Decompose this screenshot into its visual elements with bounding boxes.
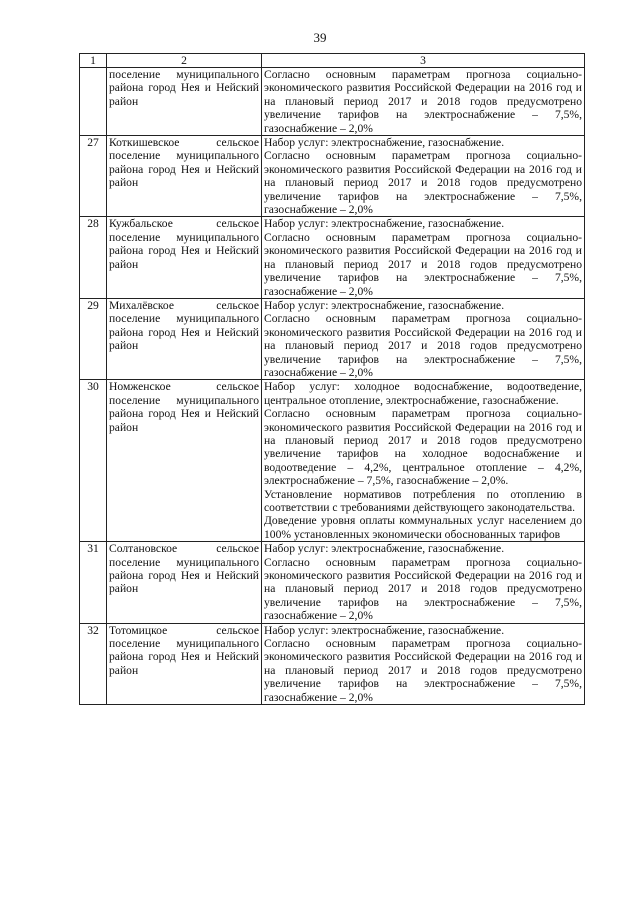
tariff-table — [79, 53, 585, 705]
table-row — [80, 380, 585, 542]
settlement-name: поселение муниципального района город Нея и Нейский район — [107, 68, 262, 136]
description-paragraph: Согласно основным параметрам прогноза социально-экономического развития Российской Федерации на 2016 год и на плановый период 2017 и 2018 годов предусмотрено увеличение тарифов на электроснабжение – 7,5%, газоснабжение – 2,0% — [264, 555, 582, 623]
column-header: 1 — [80, 54, 107, 68]
settlement-name: Михалёвское сельское поселение муниципального района город Нея и Нейский район — [107, 298, 262, 379]
table-row — [80, 298, 585, 379]
table-row — [80, 136, 585, 217]
row-number: 32 — [80, 623, 107, 704]
tariff-description — [262, 542, 585, 623]
description-paragraph: Доведение уровня оплаты коммунальных услуг населением до 100% установленных экономически обоснованных тарифов — [264, 514, 582, 541]
description-paragraph: Набор услуг: электроснабжение, газоснабжение. — [264, 542, 505, 556]
settlement-name: Тотомицкое сельское поселение муниципального района город Нея и Нейский район — [107, 623, 262, 704]
description-paragraph: Согласно основным параметрам прогноза социально-экономического развития Российской Федерации на 2016 год и на плановый период 2017 и 2018 годов предусмотрено увеличение тарифов на электроснабжение – 7,5%, газоснабжение – 2,0% — [264, 637, 582, 704]
tariff-description — [262, 623, 585, 704]
tariff-description — [262, 380, 585, 542]
settlement-name: Номженское сельское поселение муниципального района город Нея и Нейский район — [107, 380, 262, 542]
row-number: 30 — [80, 380, 107, 542]
row-number: 29 — [80, 298, 107, 379]
description-paragraph: Согласно основным параметрам прогноза социально-экономического развития Российской Федерации на 2016 год и на плановый период 2017 и 2018 годов предусмотрено увеличение тарифов на электроснабжение – 7,5%, газоснабжение – 2,0% — [264, 230, 582, 298]
row-number: 31 — [80, 542, 107, 623]
tariff-description — [262, 298, 585, 379]
description-paragraph: Набор услуг: холодное водоснабжение, водоотведение, центральное отопление, электроснабжение, газоснабжение. — [264, 380, 582, 407]
page-number: 39 — [313, 30, 327, 45]
description-paragraph: Согласно основным параметрам прогноза социально-экономического развития Российской Федерации на 2016 год и на плановый период 2017 и 2018 годов предусмотрено увеличение тарифов на холодное водоснабжение и водоотведение – 4,2%, центральное отопление – 4,2%, электроснабжение – 7,5%, газоснабжение – 2,0%. — [264, 407, 582, 488]
row-number — [80, 68, 107, 136]
description-paragraph: Набор услуг: электроснабжение, газоснабжение. — [264, 623, 505, 637]
table-header-row — [80, 54, 585, 68]
description-paragraph: Согласно основным параметрам прогноза социально-экономического развития Российской Федерации на 2016 год и на плановый период 2017 и 2018 годов предусмотрено увеличение тарифов на электроснабжение – 7,5%, газоснабжение – 2,0% — [264, 312, 582, 379]
column-header: 2 — [107, 54, 262, 68]
description-paragraph: Набор услуг: электроснабжение, газоснабжение. — [264, 136, 505, 150]
description-paragraph: Набор услуг: электроснабжение, газоснабжение. — [264, 298, 505, 312]
settlement-name: Коткишевское сельское поселение муниципального района город Нея и Нейский район — [107, 136, 262, 217]
column-header: 3 — [262, 54, 585, 68]
settlement-name: Кужбальское сельское поселение муниципального района город Нея и Нейский район — [107, 217, 262, 298]
description-paragraph: Согласно основным параметрам прогноза социально-экономического развития Российской Федерации на 2016 год и на плановый период 2017 и 2018 годов предусмотрено увеличение тарифов на электроснабжение – 7,5%, газоснабжение – 2,0% — [264, 68, 582, 135]
tariff-description — [262, 136, 585, 217]
tariff-description — [262, 217, 585, 298]
description-paragraph: Установление нормативов потребления по отоплению в соответствии с требованиями действующего законодательства. — [264, 487, 582, 514]
row-number: 28 — [80, 217, 107, 298]
table-row — [80, 217, 585, 298]
description-paragraph: Согласно основным параметрам прогноза социально-экономического развития Российской Федерации на 2016 год и на плановый период 2017 и 2018 годов предусмотрено увеличение тарифов на электроснабжение – 7,5%, газоснабжение – 2,0% — [264, 149, 582, 217]
row-number: 27 — [80, 136, 107, 217]
settlement-name: Солтановское сельское поселение муниципального района город Нея и Нейский район — [107, 542, 262, 623]
tariff-description — [262, 68, 585, 136]
table-row — [80, 68, 585, 136]
table-row — [80, 623, 585, 704]
description-paragraph: Набор услуг: электроснабжение, газоснабжение. — [264, 217, 505, 231]
table-row — [80, 542, 585, 623]
